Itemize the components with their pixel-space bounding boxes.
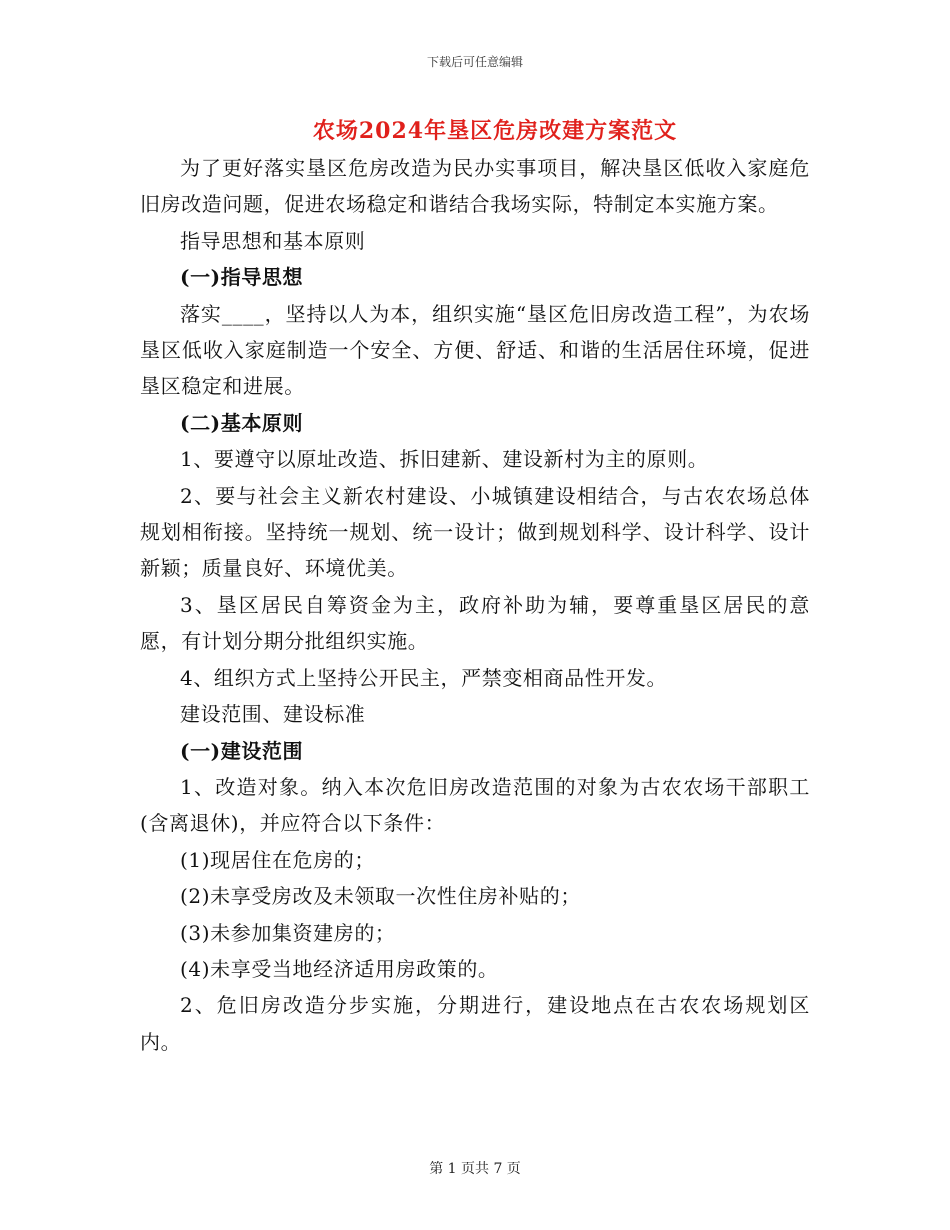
principle-item-4: 4、组织方式上坚持公开民主，严禁变相商品性开发。 [180, 665, 668, 690]
section-heading-scope-standards: 建设范围、建设标准 [180, 702, 366, 727]
condition-item-4: (4)未享受当地经济适用房政策的。 [180, 956, 499, 981]
paragraph-intro: 为了更好落实垦区危房改造为民办实事项目，解决垦区低收入家庭危旧房改造问题，促进农场稳定和谐结合我场实际，特制定本实施方案。 [140, 156, 810, 217]
page-number: 第 1 页共 7 页 [429, 1161, 521, 1177]
subheading-construction-scope: (一)建设范围 [180, 738, 304, 763]
condition-item-2: (2)未享受房改及未领取一次性住房补贴的； [180, 884, 581, 909]
document-body [140, 150, 810, 1060]
subheading-guiding-thought: (一)指导思想 [180, 265, 304, 290]
section-heading-guiding-principles: 指导思想和基本原则 [180, 228, 366, 253]
scope-item-2: 2、危旧房改造分步实施，分期进行，建设地点在古农农场规划区内。 [140, 993, 810, 1054]
principle-item-2: 2、要与社会主义新农村建设、小城镇建设相结合，与古农农场总体规划相衔接。坚持统一规划、统一设计；做到规划科学、设计科学、设计新颖；质量良好、环境优美。 [140, 483, 810, 581]
document-title: 农场2024年垦区危房改建方案范文 [312, 118, 678, 144]
subheading-basic-principles: (二)基本原则 [180, 410, 304, 435]
scope-item-1: 1、改造对象。纳入本次危旧房改造范围的对象为古农农场干部职工(含离退休)，并应符合以下条件： [140, 774, 810, 836]
principle-item-1: 1、要遵守以原址改造、拆旧建新、建设新村为主的原则。 [180, 447, 709, 472]
paragraph-guiding-thought: 落实____，坚持以人为本，组织实施“垦区危旧房改造工程”，为农场垦区低收入家庭制造一个安全、方便、舒适、和谐的生活居住环境，促进垦区稳定和进展。 [140, 301, 810, 399]
condition-item-3: (3)未参加集资建房的； [180, 920, 396, 945]
header-note: 下载后可任意编辑 [426, 55, 523, 69]
principle-item-3: 3、垦区居民自筹资金为主，政府补助为辅，要尊重垦区居民的意愿，有计划分期分批组织实施。 [140, 592, 810, 654]
condition-item-1: (1)现居住在危房的； [180, 847, 375, 872]
